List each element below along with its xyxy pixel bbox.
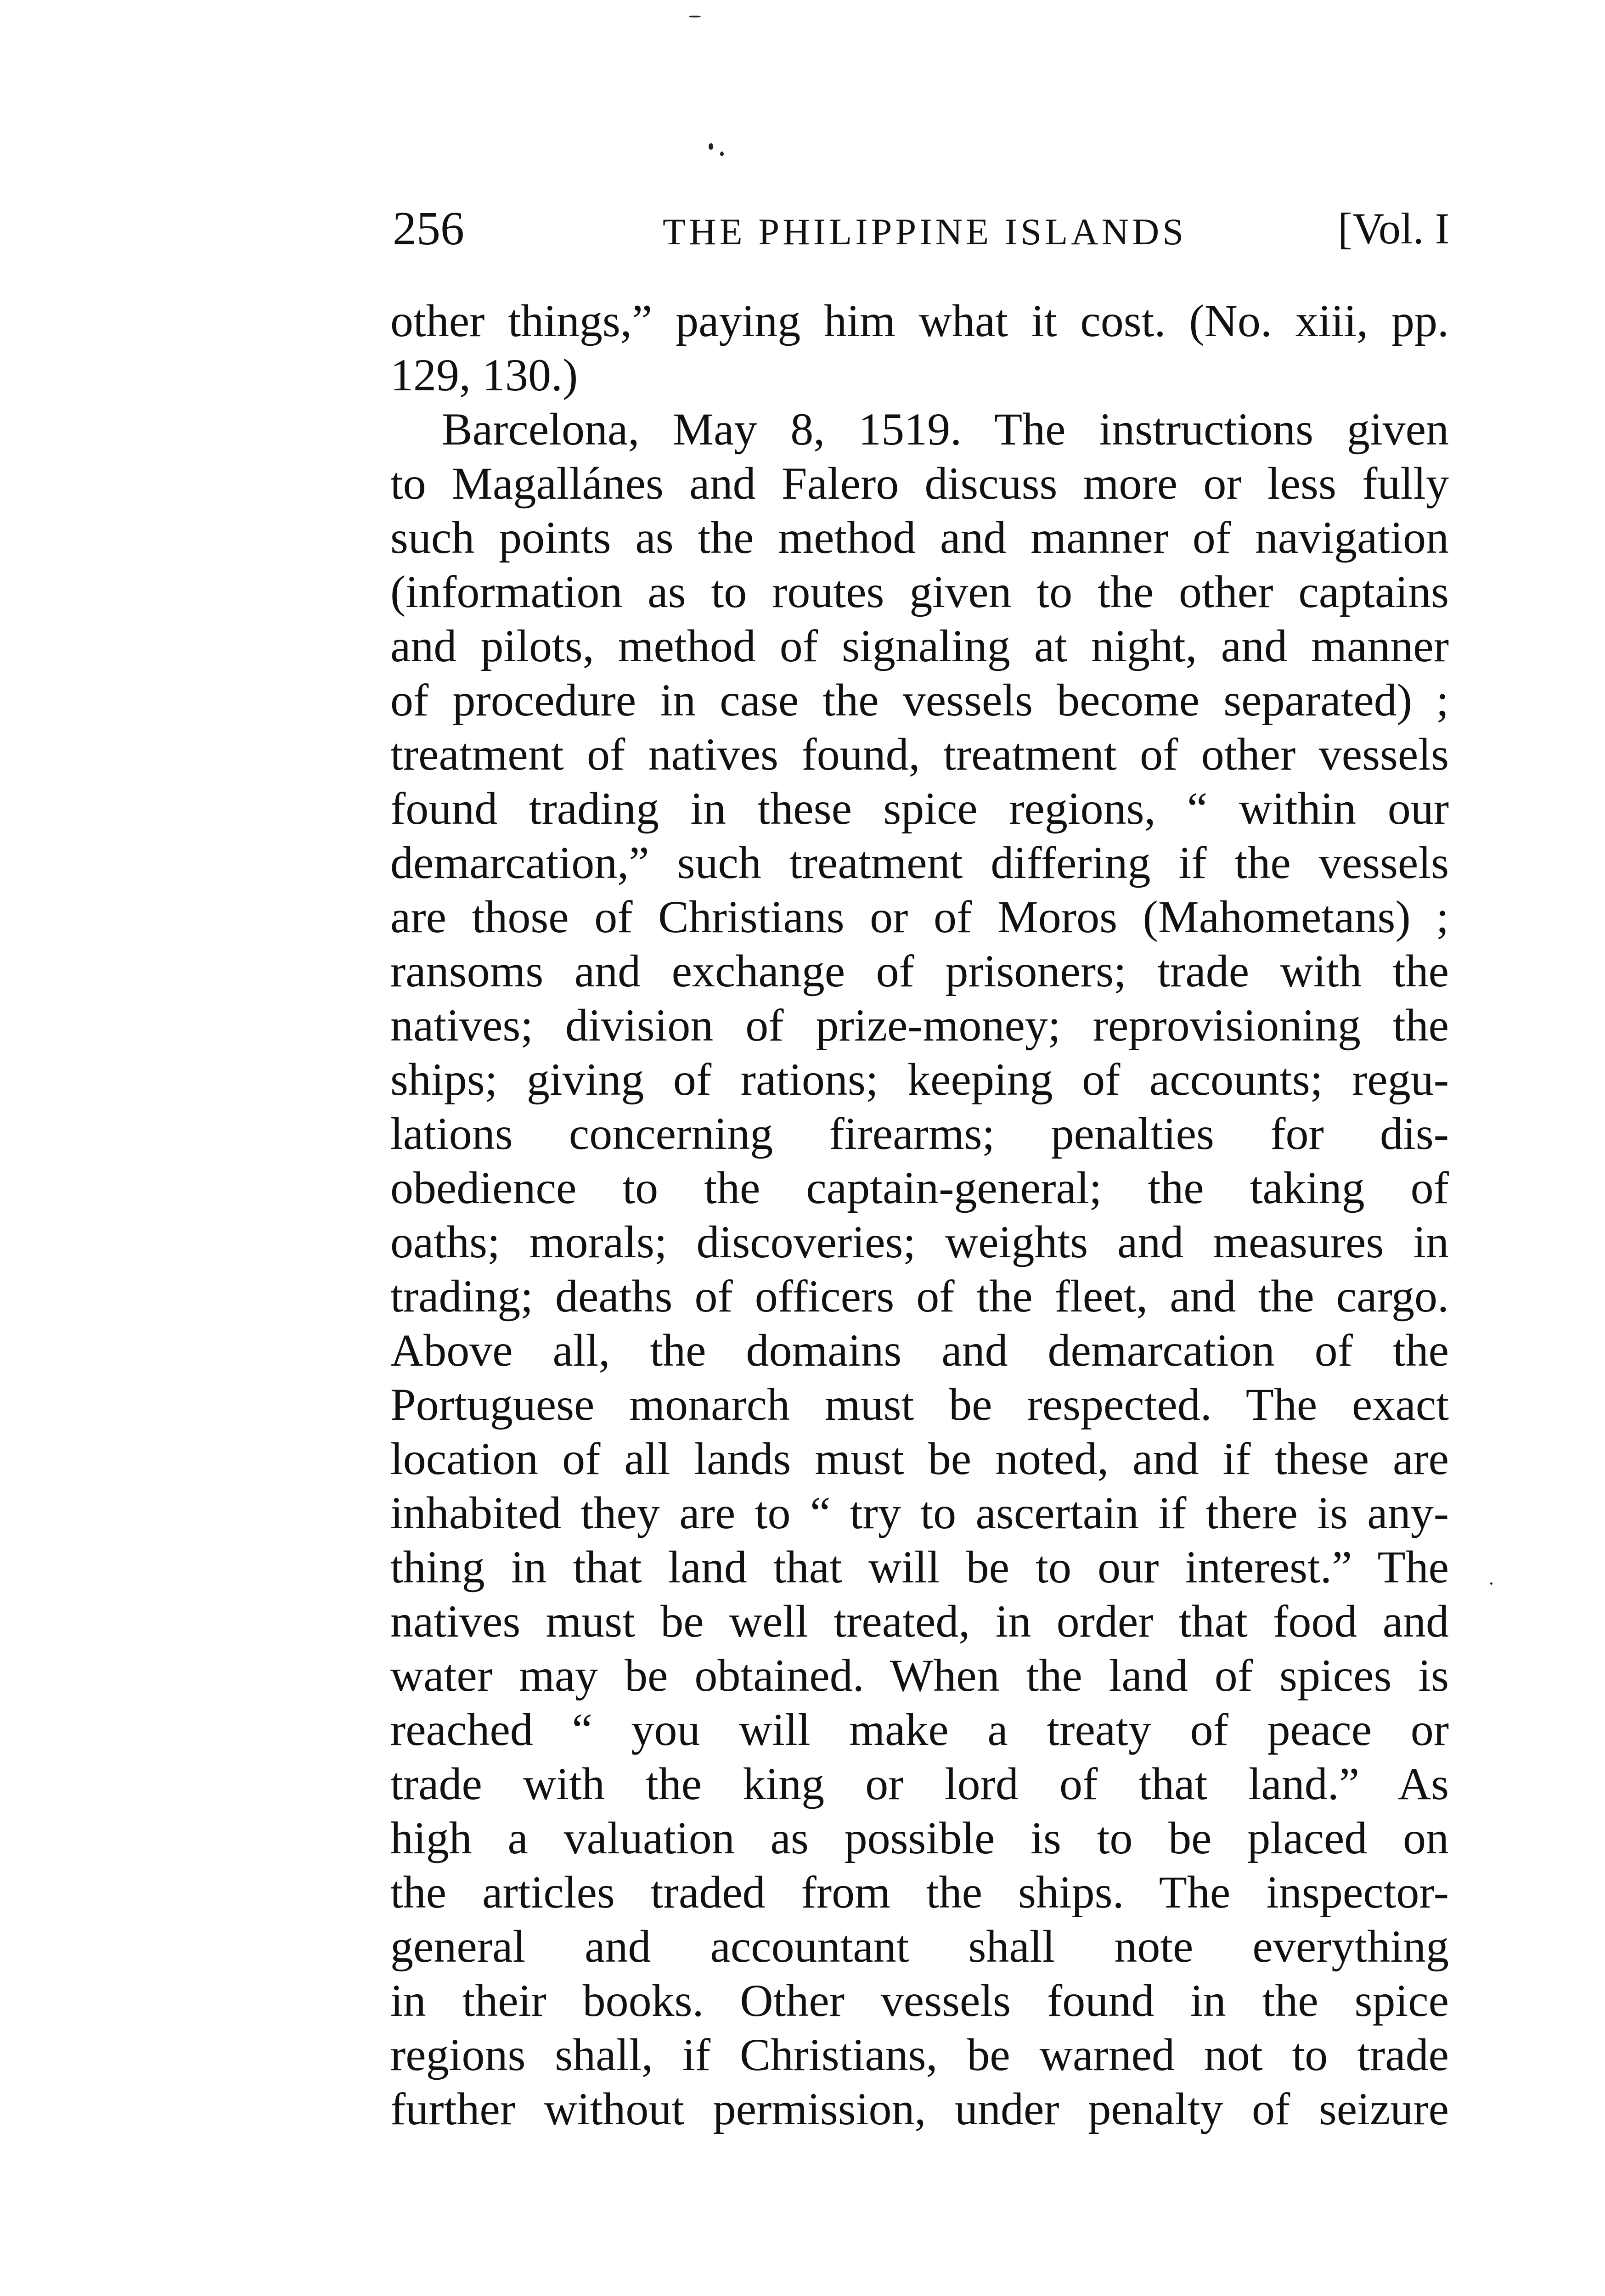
scan-speck	[1490, 1582, 1492, 1585]
text-line	[390, 944, 1449, 998]
scan-speck	[689, 16, 701, 17]
text-line-content: natives must be well treated, in order that food and	[390, 1596, 1449, 1647]
text-line-content: obedience to the captain-general; the taking of	[390, 1162, 1449, 1213]
volume-label: [Vol. I	[1338, 204, 1450, 253]
text-line	[390, 1432, 1449, 1486]
text-line	[390, 511, 1449, 565]
text-line-content: high a valuation as possible is to be placed on	[390, 1812, 1449, 1863]
text-line	[390, 998, 1449, 1052]
text-line	[390, 1703, 1449, 1757]
text-line-content: such points as the method and manner of navigation	[390, 512, 1449, 563]
text-line-content: and pilots, method of signaling at night, and manner	[390, 620, 1449, 671]
text-line-content: thing in that land that will be to our interest.” The	[390, 1542, 1449, 1593]
text-line-content: oaths; morals; discoveries; weights and measures in	[390, 1216, 1449, 1267]
text-line	[390, 1378, 1449, 1432]
text-line-content: to Magallánes and Falero discuss more or less fully	[390, 458, 1449, 509]
page-number: 256	[393, 202, 464, 255]
scan-speck	[709, 143, 713, 150]
text-line	[390, 1107, 1449, 1161]
text-line-content: ransoms and exchange of prisoners; trade with the	[390, 945, 1449, 996]
text-line	[390, 727, 1449, 782]
text-line-content: the articles traded from the ships. The inspector-	[390, 1867, 1449, 1918]
text-line	[390, 1649, 1449, 1703]
text-line	[390, 1811, 1449, 1865]
text-line	[390, 1594, 1449, 1649]
text-line	[390, 1269, 1449, 1323]
text-line-content: are those of Christians or of Moros (Mahometans) ;	[390, 891, 1449, 942]
text-line-content: in their books. Other vessels found in the spice	[390, 1975, 1449, 2026]
body-text	[390, 294, 1449, 2136]
running-title: THE PHILIPPINE ISLANDS	[663, 211, 1187, 253]
text-line	[390, 565, 1449, 619]
text-line	[390, 1865, 1449, 1919]
text-line	[390, 619, 1449, 673]
text-line	[390, 1540, 1449, 1594]
text-line	[390, 2082, 1449, 2136]
text-line	[390, 1323, 1449, 1378]
text-line-content: natives; division of prize-money; reprovisioning the	[390, 1000, 1449, 1051]
text-line	[390, 402, 1449, 456]
text-line-content: of procedure in case the vessels become separated) ;	[390, 675, 1449, 726]
text-line	[390, 1052, 1449, 1107]
text-line	[390, 2028, 1449, 2082]
text-line-content: trade with the king or lord of that land.” As	[390, 1758, 1449, 1809]
text-line	[390, 673, 1449, 727]
text-line	[390, 782, 1449, 836]
text-line-content: Above all, the domains and demarcation of the	[390, 1325, 1449, 1376]
text-line-content: further without permission, under penalty of seizure	[390, 2083, 1449, 2134]
text-line-content: Portuguese monarch must be respected. The exact	[390, 1379, 1449, 1430]
text-line	[390, 1486, 1449, 1540]
text-line-content: reached “ you will make a treaty of peace or	[390, 1704, 1449, 1755]
text-line-content: regions shall, if Christians, be warned not to trade	[390, 2029, 1449, 2080]
text-line-content: water may be obtained. When the land of spices is	[390, 1650, 1449, 1701]
text-line-content: 129, 130.)	[390, 349, 578, 400]
text-line-content: ships; giving of rations; keeping of accounts; regu-	[390, 1054, 1449, 1105]
text-line-content: general and accountant shall note everything	[390, 1921, 1449, 1972]
text-line	[390, 890, 1449, 944]
text-line	[390, 1161, 1449, 1215]
text-line	[390, 1757, 1449, 1811]
scan-speck	[720, 152, 724, 156]
text-line	[390, 1215, 1449, 1269]
text-line-content: (information as to routes given to the other captains	[390, 566, 1449, 617]
text-line	[390, 348, 1449, 402]
text-line-content: inhabited they are to “ try to ascertain if there is any-	[390, 1487, 1449, 1538]
text-line-content: treatment of natives found, treatment of other vessels	[390, 729, 1449, 780]
text-line-content: trading; deaths of officers of the fleet, and the cargo.	[390, 1271, 1449, 1322]
text-line	[390, 456, 1449, 511]
text-line-content: found trading in these spice regions, “ within our	[390, 783, 1449, 834]
text-line-content: location of all lands must be noted, and if these are	[390, 1433, 1449, 1484]
running-head	[0, 0, 1605, 276]
text-line-content: lations concerning firearms; penalties for dis-	[390, 1108, 1449, 1159]
text-line-content: demarcation,” such treatment differing if the vessels	[390, 837, 1449, 888]
text-line-content: Barcelona, May 8, 1519. The instructions given	[442, 404, 1449, 455]
text-line	[390, 1919, 1449, 1974]
text-line-content: other things,” paying him what it cost. (No. xiii, pp.	[390, 295, 1449, 346]
text-line	[390, 836, 1449, 890]
text-line	[390, 1974, 1449, 2028]
text-line	[390, 294, 1449, 348]
